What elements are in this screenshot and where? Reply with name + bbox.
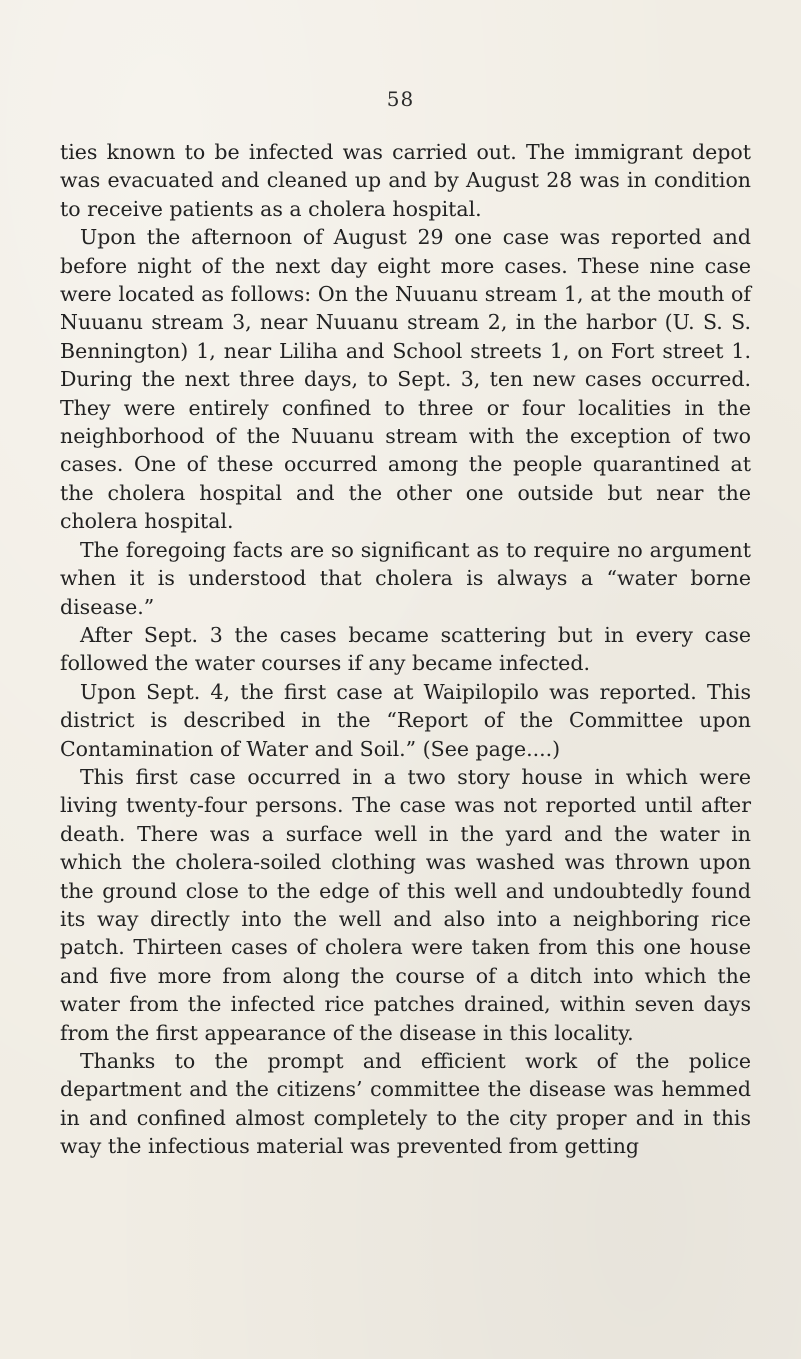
body-text <box>60 138 751 1161</box>
paragraph-4: After Sept. 3 the cases became scattering but in every case followed the water courses if any became infected. <box>60 622 751 676</box>
paragraph-2: Upon the afternoon of August 29 one case was reported and before night of the next day eight more cases. These nine case were located as follows: On the Nuuanu stream 1, at the mouth of Nuuanu stream 3, near Nuuanu stream 2, in the harbor (U. S. S. Bennington) 1, near Liliha and School streets 1, on Fort street 1. During the next three days, to Sept. 3, ten new cases occurred. They were entirely confined to three or four localities in the neighborhood of the Nuuanu stream with the exception of two cases. One of these occurred among the people quarantined at the cholera hospital and the other one outside but near the cholera hospital. <box>60 225 751 534</box>
paragraph-7: Thanks to the prompt and efficient work of the police department and the citizens’ committee the disease was hemmed in and confined almost completely to the city proper and in this way the infectious material was prevented from getting <box>60 1049 751 1159</box>
page-number: 58 <box>386 87 415 111</box>
paragraph-1: ties known to be infected was carried out. The immigrant depot was evacuated and cleaned up and by August 28 was in condition to receive patients as a cholera hospital. <box>60 140 751 221</box>
paragraph-5: Upon Sept. 4, the first case at Waipilopilo was reported. This district is described in the “Report of the Committee upon Contamination of Water and Soil.” (See page....) <box>60 679 751 761</box>
paragraph-6: This first case occurred in a two story house in which were living twenty-four persons. The case was not reported until after death. There was a surface well in the yard and the water in which the cholera-soiled clothing was washed was thrown upon the ground close to the edge of this well and undoubtedly found its way directly into the well and also into a neighboring rice patch. Thirteen cases of cholera were taken from this one house and five more from along the course of a ditch into which the water from the infected rice patches drained, within seven days from the first appearance of the disease in this locality. <box>60 764 751 1045</box>
paragraph-3: The foregoing facts are so significant as to require no argument when it is understood that cholera is always a “water borne disease.” <box>60 537 751 619</box>
